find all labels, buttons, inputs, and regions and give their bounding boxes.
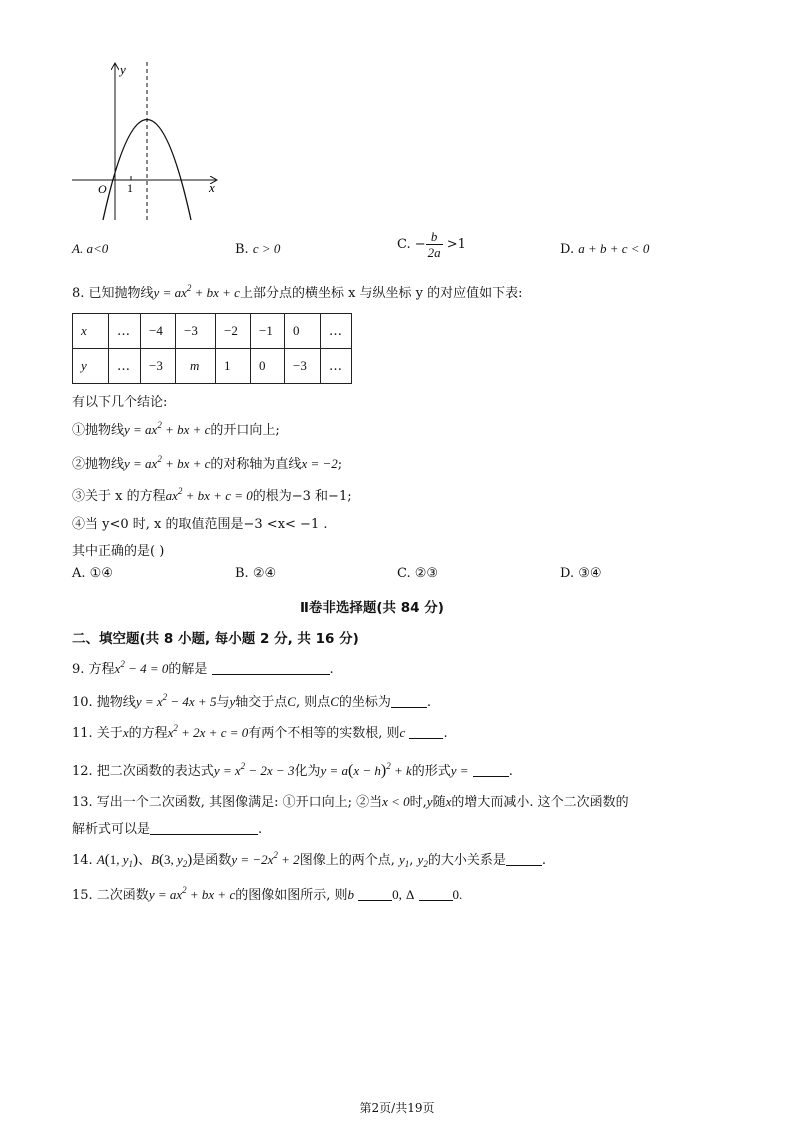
tick-1-label: 1 bbox=[127, 181, 133, 195]
table-cell: −1 bbox=[251, 314, 285, 349]
q8-option-a: A. ①④ bbox=[72, 566, 113, 581]
table-cell: … bbox=[109, 314, 141, 349]
table-cell: −3 bbox=[285, 349, 321, 384]
q10-blank[interactable] bbox=[391, 695, 427, 708]
q14: 14. A(1, $y_1$)、B(3, $y_2$)是函数$y = -2x^2 + 2$图像上的两个点, $y_1$, $y_2$的大小关系是 . bbox=[72, 850, 546, 869]
q15-blank-b[interactable] bbox=[358, 888, 392, 901]
q8-lead: 有以下几个结论: bbox=[72, 395, 168, 410]
table-cell: −4 bbox=[141, 314, 176, 349]
page-footer: 第2页/共19页 bbox=[359, 1101, 435, 1115]
q11: 11. 关于x的方程$x^2 + 2x + c = 0$有两个不相等的实数根, 则c . bbox=[72, 723, 448, 741]
x-axis-label: x bbox=[209, 180, 215, 195]
parabola-graph bbox=[66, 58, 226, 223]
q9: 9. 方程$x^2 - 4 = 0$的解是 . bbox=[72, 659, 334, 677]
q13-line1: 13. 写出一个二次函数, 其图像满足: ①开口向上; ②当x < 0时,y随x的增大而减小. 这个二次函数的 bbox=[72, 794, 629, 810]
q13-line2: 解析式可以是 . bbox=[72, 822, 263, 837]
q8-conclusion-2: ②抛物线$y = ax^2$ + bx + c的对称轴为直线x = −2; bbox=[72, 454, 343, 472]
q8-option-d: D. ③④ bbox=[560, 566, 602, 581]
table-row bbox=[73, 314, 352, 349]
q12-blank[interactable] bbox=[473, 764, 509, 777]
section-title: 二、填空题(共 8 小题, 每小题 2 分, 共 16 分) bbox=[72, 631, 359, 647]
q9-blank[interactable] bbox=[212, 662, 330, 675]
q8-conclusion-3: ③关于 x 的方程$ax^2$ + bx + c = 0的根为−3 和−1; bbox=[72, 486, 352, 504]
table-cell: … bbox=[109, 349, 141, 384]
q8-conclusion-1: ①抛物线$y = ax^2$ + bx + c的开口向上; bbox=[72, 420, 280, 438]
q15-blank-delta[interactable] bbox=[419, 888, 453, 901]
q15: 15. 二次函数$y = ax^2$ + bx + c的图像如图所示, 则b 0, Δ 0. bbox=[72, 885, 463, 903]
table-cell: x bbox=[73, 314, 109, 349]
table-cell: −3 bbox=[141, 349, 176, 384]
q8-option-b: B. ②④ bbox=[235, 566, 277, 581]
part2-title: Ⅱ卷非选择题(共 84 分) bbox=[300, 600, 444, 616]
q8-ask: 其中正确的是( ) bbox=[72, 544, 165, 559]
q7-option-a: A. a<0 bbox=[72, 241, 109, 256]
y-axis-label: y bbox=[120, 62, 126, 77]
q14-blank[interactable] bbox=[506, 853, 542, 866]
q8-conclusion-4: ④当 y<0 时, x 的取值范围是−3 <x< −1 . bbox=[72, 517, 328, 532]
q8-stem: 8. 已知抛物线$y = ax^2$ + bx + c上部分点的横坐标 x 与纵坐标 y 的对应值如下表: bbox=[72, 283, 523, 301]
q7-option-b: B. c > 0 bbox=[235, 241, 281, 257]
q12: 12. 把二次函数的表达式$y = x^2 - 2x - 3$化为$y = a(x - h)^2 + k$的形式y = . bbox=[72, 761, 513, 779]
q7-option-c: C. − $\frac{b}{2a}$ >1 bbox=[397, 229, 466, 260]
q10: 10. 抛物线$y = x^2 - 4x + 5$与y轴交于点C, 则点C的坐标为 . bbox=[72, 692, 432, 710]
table-cell: 0 bbox=[285, 314, 321, 349]
table-cell: −3 bbox=[176, 314, 216, 349]
q13-blank[interactable] bbox=[150, 822, 258, 835]
table-cell: 1 bbox=[216, 349, 251, 384]
q11-blank[interactable] bbox=[409, 726, 443, 739]
table-cell: m bbox=[176, 349, 216, 384]
table-cell: y bbox=[73, 349, 109, 384]
origin-label: O bbox=[98, 182, 107, 196]
table-cell: −2 bbox=[216, 314, 251, 349]
table-row bbox=[73, 349, 352, 384]
q8-option-c: C. ②③ bbox=[397, 566, 439, 581]
q7-option-d: D. a + b + c < 0 bbox=[560, 241, 650, 257]
table-cell: 0 bbox=[251, 349, 285, 384]
table-cell: … bbox=[321, 349, 352, 384]
table-cell: … bbox=[321, 314, 352, 349]
value-table bbox=[72, 313, 352, 384]
